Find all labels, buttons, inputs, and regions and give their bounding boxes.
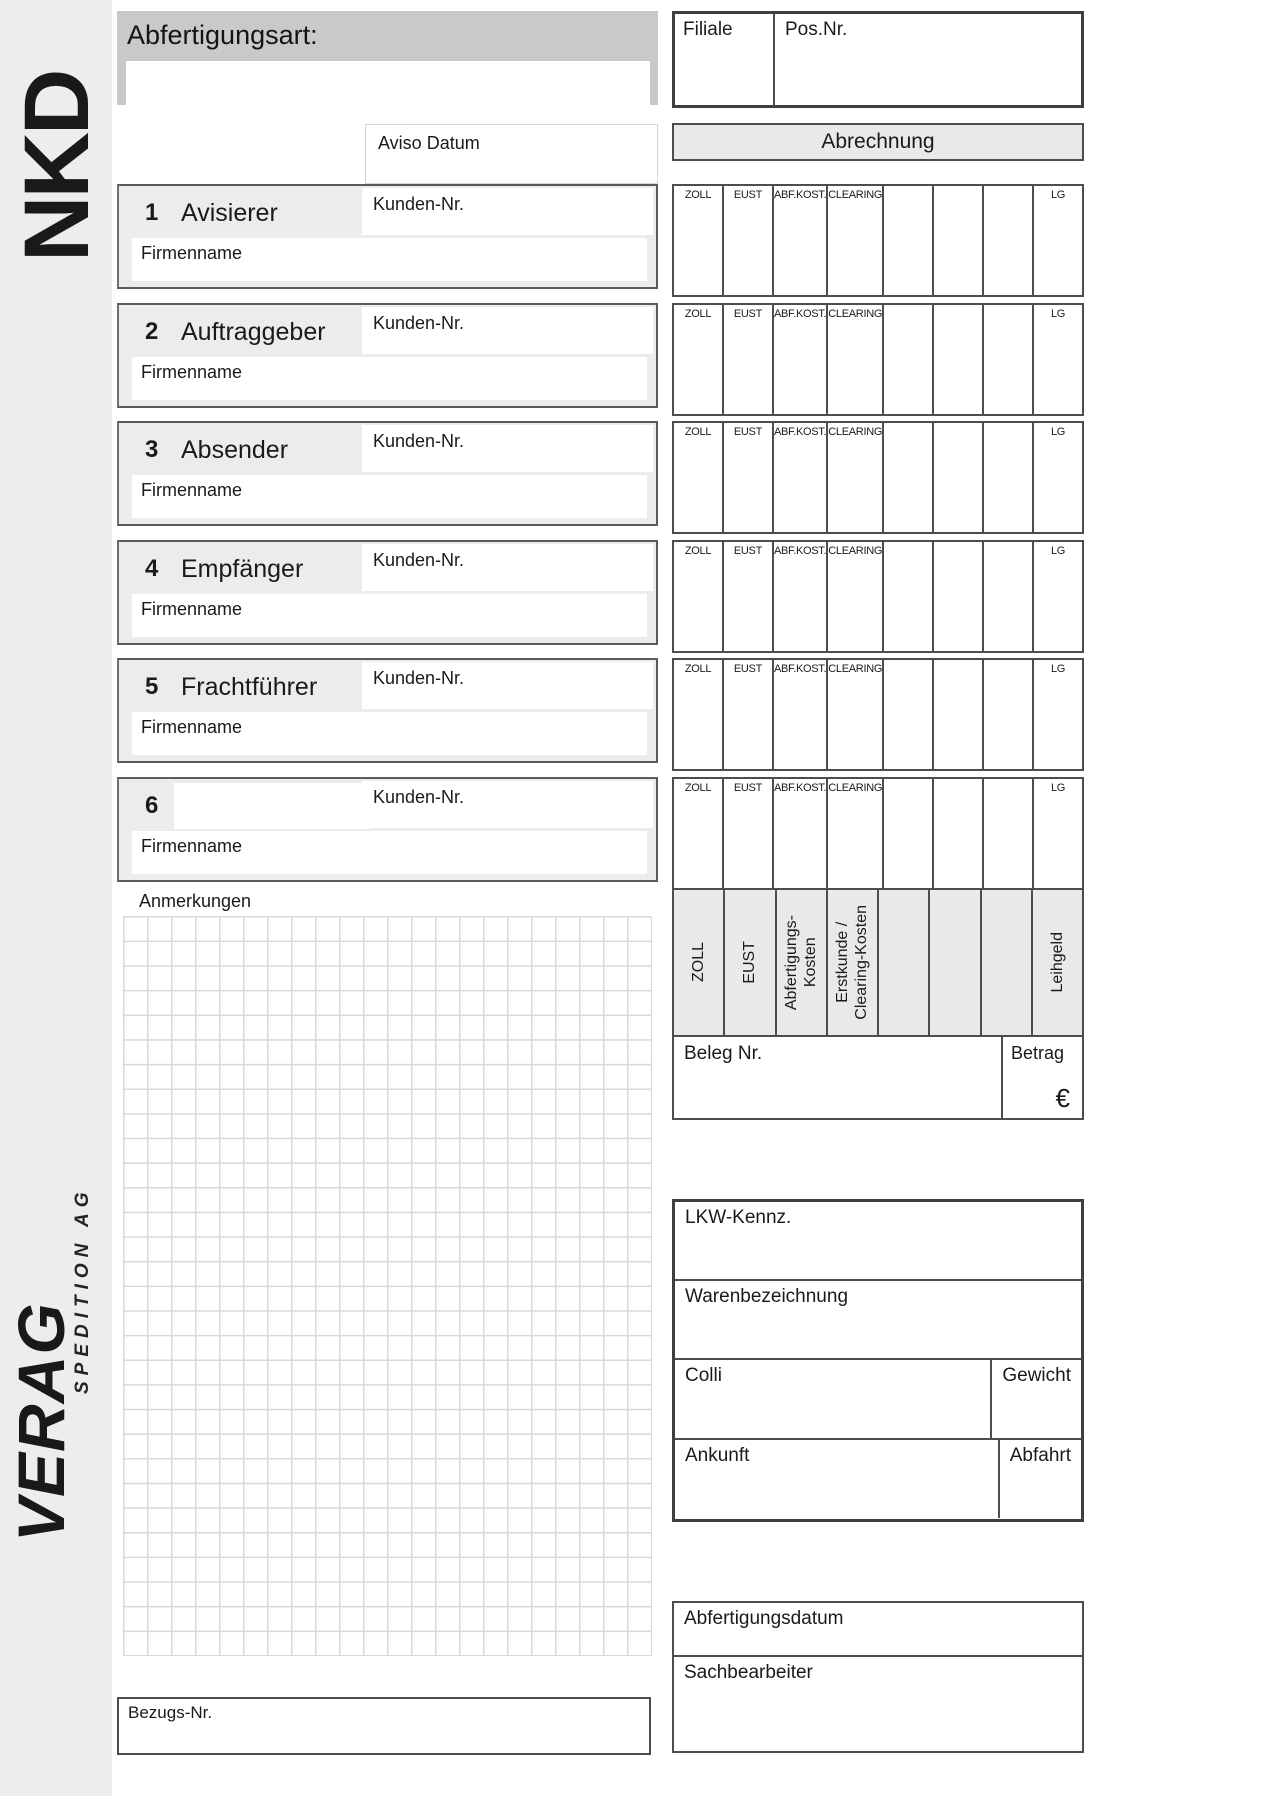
abrechnung-cell-clearing[interactable] xyxy=(828,660,884,769)
shipment-box xyxy=(672,1199,1084,1522)
abrechnung-column-label: LG xyxy=(1050,545,1066,557)
abrechnung-cell-zoll[interactable] xyxy=(674,779,724,888)
firmenname-field[interactable] xyxy=(132,475,647,518)
section-number: 3 xyxy=(145,436,159,463)
summary-cell-leihgeld xyxy=(1033,890,1082,1035)
abfertigungsdatum-label: Abfertigungsdatum xyxy=(684,1608,844,1629)
lkw-kennz-field[interactable] xyxy=(675,1202,1081,1281)
colli-gewicht-row xyxy=(675,1360,1081,1440)
kunden-nr-field[interactable] xyxy=(362,544,653,591)
abrechnung-cell-blank[interactable] xyxy=(984,779,1034,888)
section-number: 4 xyxy=(145,555,159,582)
abrechnung-cell-blank[interactable] xyxy=(984,186,1034,295)
abrechnung-cell-lg[interactable] xyxy=(1034,305,1082,414)
summary-cell-blank xyxy=(982,890,1033,1035)
abrechnung-cell-blank[interactable] xyxy=(884,660,934,769)
beleg-nr-field[interactable] xyxy=(674,1037,1003,1118)
abrechnung-column-label: ZOLL xyxy=(684,308,712,320)
abrechnung-cell-eust[interactable] xyxy=(724,660,774,769)
ankunft-abfahrt-row xyxy=(675,1440,1081,1518)
abrechnung-column-label: ZOLL xyxy=(684,663,712,675)
abrechnung-column-label: ABF.KOST. xyxy=(773,189,827,201)
abrechnung-cell-blank[interactable] xyxy=(884,423,934,532)
abrechnung-row-1 xyxy=(672,184,1084,297)
abrechnung-column-label: EUST xyxy=(733,189,763,201)
kunden-nr-field[interactable] xyxy=(362,781,653,828)
firmenname-label: Firmenname xyxy=(141,480,243,500)
aviso-datum-label: Aviso Datum xyxy=(378,133,480,153)
abrechnung-cell-clearing[interactable] xyxy=(828,423,884,532)
aviso-datum-field[interactable] xyxy=(365,124,658,184)
abrechnung-column-label: EUST xyxy=(733,545,763,557)
summary-column-label: Erstkunde / Clearing-Kosten xyxy=(834,905,871,1020)
abrechnung-cell-blank[interactable] xyxy=(934,779,984,888)
summary-cell-eust xyxy=(725,890,776,1035)
abrechnung-column-label: LG xyxy=(1050,189,1066,201)
kunden-nr-field[interactable] xyxy=(362,188,653,235)
verag-logo xyxy=(4,1186,100,1542)
warenbezeichnung-label: Warenbezeichnung xyxy=(685,1286,849,1307)
abrechnung-cell-blank[interactable] xyxy=(934,542,984,651)
gewicht-field[interactable] xyxy=(992,1360,1081,1438)
abrechnung-column-label: EUST xyxy=(733,426,763,438)
abrechnung-column-label: EUST xyxy=(733,782,763,794)
kunden-nr-label: Kunden-Nr. xyxy=(373,668,465,688)
section-number: 6 xyxy=(145,792,159,819)
kunden-nr-label: Kunden-Nr. xyxy=(373,313,465,333)
pos-nr-label: Pos.Nr. xyxy=(785,19,848,40)
abrechnung-cell-blank[interactable] xyxy=(984,423,1034,532)
abrechnung-column-label: CLEARING xyxy=(828,426,883,438)
sachbearbeiter-label: Sachbearbeiter xyxy=(684,1662,813,1683)
abrechnung-column-label: LG xyxy=(1050,663,1066,675)
abfahrt-label: Abfahrt xyxy=(1009,1445,1071,1466)
section-title: Absender xyxy=(181,436,289,464)
abrechnung-cell-blank[interactable] xyxy=(984,542,1034,651)
abfahrt-field[interactable] xyxy=(1000,1440,1081,1518)
summary-cell-blank xyxy=(879,890,930,1035)
abrechnung-cell-abf-kost[interactable] xyxy=(774,186,828,295)
summary-column-label: ZOLL xyxy=(690,942,708,983)
firmenname-field[interactable] xyxy=(132,357,647,400)
colli-field[interactable] xyxy=(675,1360,992,1438)
abrechnung-cell-lg[interactable] xyxy=(1034,542,1082,651)
summary-cell-zoll xyxy=(674,890,725,1035)
filiale-label: Filiale xyxy=(683,19,733,40)
abrechnung-column-label: CLEARING xyxy=(828,545,883,557)
abrechnung-column-label: ABF.KOST. xyxy=(773,545,827,557)
abrechnung-cell-clearing[interactable] xyxy=(828,542,884,651)
abrechnung-cell-clearing[interactable] xyxy=(828,305,884,414)
abrechnung-column-label: EUST xyxy=(733,663,763,675)
section-box-custom xyxy=(117,777,658,882)
summary-column-label: EUST xyxy=(741,941,759,984)
section-number: 5 xyxy=(145,673,159,700)
abrechnung-column-label: CLEARING xyxy=(828,663,883,675)
firmenname-label: Firmenname xyxy=(141,243,243,263)
abrechnung-cell-zoll[interactable] xyxy=(674,423,724,532)
abrechnung-column-label: LG xyxy=(1050,308,1066,320)
sachbearbeiter-field[interactable] xyxy=(674,1657,1082,1751)
abrechnung-cell-blank[interactable] xyxy=(984,305,1034,414)
abrechnung-column-label: ABF.KOST. xyxy=(773,308,827,320)
abrechnung-column-label: CLEARING xyxy=(828,308,883,320)
abrechnung-cell-eust[interactable] xyxy=(724,542,774,651)
kunden-nr-label: Kunden-Nr. xyxy=(373,194,465,214)
abrechnung-row-3 xyxy=(672,421,1084,534)
nkd-logo: NKD xyxy=(6,71,108,262)
section-box-absender xyxy=(117,421,658,526)
abrechnung-cell-blank[interactable] xyxy=(984,660,1034,769)
abrechnung-cell-blank[interactable] xyxy=(934,186,984,295)
filiale-field[interactable] xyxy=(675,14,775,105)
abrechnung-cell-abf-kost[interactable] xyxy=(774,305,828,414)
abrechnung-column-label: ZOLL xyxy=(684,782,712,794)
section-title: Frachtführer xyxy=(181,673,318,701)
warenbezeichnung-field[interactable] xyxy=(675,1281,1081,1360)
abrechnung-cell-zoll[interactable] xyxy=(674,186,724,295)
abrechnung-cell-blank[interactable] xyxy=(884,305,934,414)
abrechnung-cell-lg[interactable] xyxy=(1034,186,1082,295)
abrechnung-row-6 xyxy=(672,777,1084,890)
firmenname-label: Firmenname xyxy=(141,836,243,856)
gewicht-label: Gewicht xyxy=(1002,1365,1071,1386)
abrechnung-cell-eust[interactable] xyxy=(724,423,774,532)
firmenname-label: Firmenname xyxy=(141,362,243,382)
abfertigungsart-label: Abfertigungsart: xyxy=(127,20,318,50)
left-sidebar xyxy=(0,0,112,1796)
abrechnung-header xyxy=(672,123,1084,161)
abfertigungsart-input[interactable] xyxy=(126,61,650,106)
kunden-nr-field[interactable] xyxy=(362,425,653,472)
verag-logo-subtext: SPEDITION AG xyxy=(72,1186,93,1394)
pos-nr-field[interactable] xyxy=(775,14,1081,105)
abrechnung-cell-abf-kost[interactable] xyxy=(774,542,828,651)
firmenname-label: Firmenname xyxy=(141,717,243,737)
abrechnung-cell-abf-kost[interactable] xyxy=(774,660,828,769)
anmerkungen-label: Anmerkungen xyxy=(139,891,252,911)
abrechnung-row-2 xyxy=(672,303,1084,416)
colli-label: Colli xyxy=(685,1365,722,1386)
summary-column-label: Abfertigungs- Kosten xyxy=(783,914,820,1011)
betrag-label: Betrag xyxy=(1011,1043,1065,1063)
abrechnung-cell-blank[interactable] xyxy=(884,779,934,888)
section-box-empfänger xyxy=(117,540,658,645)
kunden-nr-field[interactable] xyxy=(362,307,653,354)
section-number: 1 xyxy=(145,199,159,226)
abrechnung-cell-lg[interactable] xyxy=(1034,660,1082,769)
bezugs-nr-label: Bezugs-Nr. xyxy=(128,1703,213,1722)
filiale-posnr-box xyxy=(672,11,1084,108)
lkw-kennz-label: LKW-Kennz. xyxy=(685,1207,792,1228)
abrechnung-cell-blank[interactable] xyxy=(884,186,934,295)
summary-column-label: Leihgeld xyxy=(1048,932,1066,993)
firmenname-field[interactable] xyxy=(132,238,647,281)
section-title: Avisierer xyxy=(181,199,278,227)
abfertigungsart-block xyxy=(117,11,658,105)
abrechnung-cell-blank[interactable] xyxy=(884,542,934,651)
abrechnung-column-label: CLEARING xyxy=(828,189,883,201)
abrechnung-column-label: ZOLL xyxy=(684,189,712,201)
abrechnung-cell-eust[interactable] xyxy=(724,779,774,888)
kunden-nr-label: Kunden-Nr. xyxy=(373,550,465,570)
abrechnung-cell-clearing[interactable] xyxy=(828,779,884,888)
abrechnung-cell-abf-kost[interactable] xyxy=(774,779,828,888)
bezugs-nr-field[interactable] xyxy=(117,1697,651,1755)
section-title: Auftraggeber xyxy=(181,318,326,346)
abrechnung-cell-eust[interactable] xyxy=(724,305,774,414)
abrechnung-cell-eust[interactable] xyxy=(724,186,774,295)
abrechnung-column-label: EUST xyxy=(733,308,763,320)
summary-columns-row xyxy=(672,888,1084,1037)
section-title: Empfänger xyxy=(181,555,304,583)
abrechnung-cell-zoll[interactable] xyxy=(674,542,724,651)
verag-logo-text: VERAG xyxy=(4,1302,78,1542)
ankunft-field[interactable] xyxy=(675,1440,1000,1518)
abrechnung-cell-blank[interactable] xyxy=(934,423,984,532)
betrag-field[interactable] xyxy=(1003,1037,1082,1118)
section-box-auftraggeber xyxy=(117,303,658,408)
abrechnung-column-label: ABF.KOST. xyxy=(773,426,827,438)
ankunft-label: Ankunft xyxy=(685,1445,750,1466)
abrechnung-title: Abrechnung xyxy=(821,130,935,153)
abrechnung-column-label: ABF.KOST. xyxy=(773,663,827,675)
kunden-nr-field[interactable] xyxy=(362,662,653,709)
abrechnung-column-label: LG xyxy=(1050,782,1066,794)
abrechnung-cell-lg[interactable] xyxy=(1034,779,1082,888)
abrechnung-cell-lg[interactable] xyxy=(1034,423,1082,532)
kunden-nr-label: Kunden-Nr. xyxy=(373,431,465,451)
section-label-input[interactable] xyxy=(174,783,370,829)
beleg-betrag-row xyxy=(672,1035,1084,1120)
firmenname-field[interactable] xyxy=(132,594,647,637)
firmenname-field[interactable] xyxy=(132,712,647,755)
firmenname-field[interactable] xyxy=(132,831,647,874)
kunden-nr-label: Kunden-Nr. xyxy=(373,787,465,807)
abrechnung-column-label: ZOLL xyxy=(684,545,712,557)
processing-box xyxy=(672,1601,1084,1753)
abrechnung-cell-clearing[interactable] xyxy=(828,186,884,295)
summary-cell-abfertigungs xyxy=(777,890,828,1035)
firmenname-label: Firmenname xyxy=(141,599,243,619)
abrechnung-column-label: ABF.KOST. xyxy=(773,782,827,794)
abrechnung-cell-abf-kost[interactable] xyxy=(774,423,828,532)
abrechnung-cell-blank[interactable] xyxy=(934,305,984,414)
beleg-nr-label: Beleg Nr. xyxy=(684,1043,763,1064)
section-number: 2 xyxy=(145,318,159,345)
abrechnung-cell-blank[interactable] xyxy=(934,660,984,769)
abrechnung-column-label: LG xyxy=(1050,426,1066,438)
section-box-avisierer xyxy=(117,184,658,289)
section-box-frachtführer xyxy=(117,658,658,763)
abrechnung-cell-zoll[interactable] xyxy=(674,305,724,414)
anmerkungen-grid[interactable] xyxy=(123,916,652,1656)
abrechnung-row-5 xyxy=(672,658,1084,771)
abrechnung-column-label: ZOLL xyxy=(684,426,712,438)
summary-cell-blank xyxy=(930,890,981,1035)
abrechnung-column-label: CLEARING xyxy=(828,782,883,794)
summary-cell-erstkunde xyxy=(828,890,879,1035)
abfertigungsdatum-field[interactable] xyxy=(674,1603,1082,1657)
abrechnung-row-4 xyxy=(672,540,1084,653)
euro-currency-symbol: € xyxy=(1055,1083,1070,1113)
abrechnung-cell-zoll[interactable] xyxy=(674,660,724,769)
